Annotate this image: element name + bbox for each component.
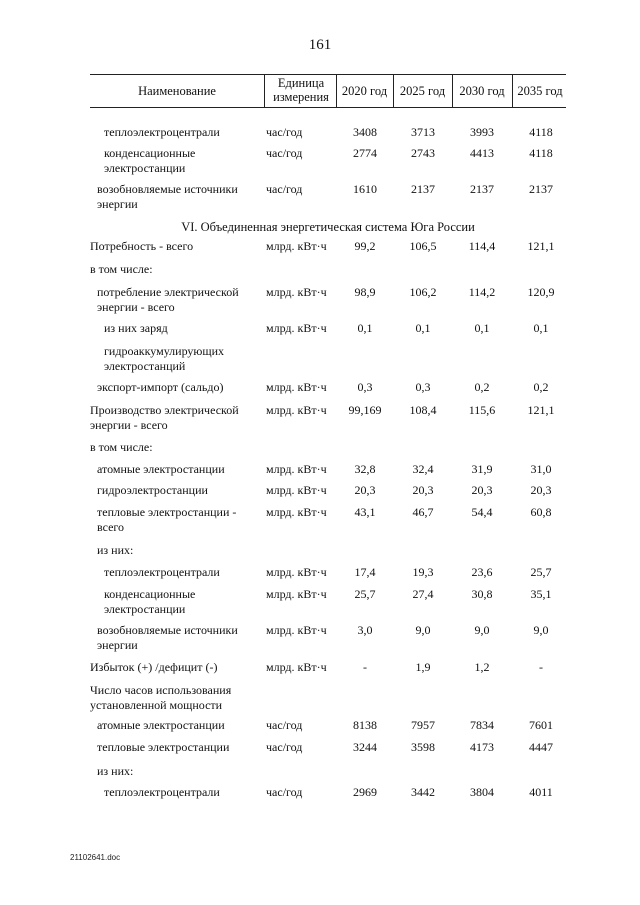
row-unit: час/год	[266, 718, 303, 732]
row-name: из них:	[97, 764, 134, 778]
row-value: 115,6	[468, 403, 496, 417]
row-name: возобновляемые источники энергии	[97, 623, 238, 652]
row-value: 99,2	[354, 239, 376, 253]
row-value: 27,4	[412, 587, 434, 601]
row-name: тепловые электростанции - всего	[97, 505, 237, 534]
row-value: 1,2	[474, 660, 490, 674]
header-divider	[264, 74, 265, 107]
row-name: в том числе:	[90, 440, 153, 454]
row-name: потребление электрической энергии - всего	[97, 285, 239, 314]
row-value: 31,9	[471, 462, 493, 476]
row-unit: млрд. кВт·ч	[266, 623, 327, 637]
row-value: 114,4	[468, 239, 496, 253]
row-value: 99,169	[348, 403, 382, 417]
row-value: 121,1	[527, 239, 555, 253]
row-name: гидроэлектростанции	[97, 483, 208, 497]
row-value: 20,3	[412, 483, 434, 497]
row-name: конденсационные электростанции	[104, 587, 196, 616]
page-number: 161	[308, 37, 332, 53]
row-value: 0,1	[533, 321, 549, 335]
row-value: 20,3	[530, 483, 552, 497]
row-value: 0,2	[474, 380, 490, 394]
row-value: 108,4	[409, 403, 437, 417]
row-unit: млрд. кВт·ч	[266, 660, 327, 674]
row-value: 17,4	[354, 565, 376, 579]
row-value: 0,1	[474, 321, 490, 335]
row-value: 20,3	[471, 483, 493, 497]
row-unit: час/год	[266, 182, 303, 196]
row-unit: млрд. кВт·ч	[266, 505, 327, 519]
row-name: Потребность - всего	[90, 239, 194, 253]
row-value: 0,1	[357, 321, 373, 335]
row-value: 120,9	[527, 285, 555, 299]
row-value: 3804	[470, 785, 494, 799]
row-name: атомные электростанции	[97, 462, 225, 476]
row-name: из них:	[97, 543, 134, 557]
row-value: 2743	[411, 146, 435, 160]
row-value: 35,1	[530, 587, 552, 601]
row-unit: час/год	[266, 740, 303, 754]
row-value: -	[363, 660, 367, 674]
row-value: 0,1	[415, 321, 431, 335]
row-name: атомные электростанции	[97, 718, 225, 732]
row-value: 4118	[529, 146, 553, 160]
row-value: 30,8	[471, 587, 493, 601]
row-name: в том числе:	[90, 262, 153, 276]
row-value: 4447	[529, 740, 553, 754]
row-value: 31,0	[530, 462, 552, 476]
row-value: 19,3	[412, 565, 434, 579]
row-value: 4118	[529, 125, 553, 139]
document-id: 21102641.doc	[70, 853, 121, 862]
row-value: 7601	[529, 718, 553, 732]
row-unit: млрд. кВт·ч	[266, 239, 327, 253]
row-unit: млрд. кВт·ч	[266, 462, 327, 476]
row-value: 3,0	[357, 623, 373, 637]
row-value: 114,2	[468, 285, 496, 299]
row-name: экспорт-импорт (сальдо)	[97, 380, 224, 394]
row-value: 2137	[470, 182, 494, 196]
row-value: 0,2	[533, 380, 549, 394]
row-value: 106,2	[409, 285, 437, 299]
row-value: 25,7	[530, 565, 552, 579]
row-value: 60,8	[530, 505, 552, 519]
row-value: 2774	[353, 146, 377, 160]
section-title: VI. Объединенная энергетическая система Юга России	[181, 220, 475, 234]
row-name: тепловые электростанции	[97, 740, 230, 754]
row-name: возобновляемые источники энергии	[97, 182, 238, 211]
header-unit: Единица измерения	[273, 76, 329, 104]
row-value: -	[539, 660, 543, 674]
header-year-2030: 2030 год	[459, 84, 505, 98]
row-name: из них заряд	[104, 321, 168, 335]
row-value: 0,3	[357, 380, 373, 394]
row-value: 23,6	[471, 565, 493, 579]
row-value: 98,9	[354, 285, 376, 299]
row-unit: млрд. кВт·ч	[266, 321, 327, 335]
row-name: гидроаккумулирующих электростанций	[104, 344, 225, 373]
row-value: 0,3	[415, 380, 431, 394]
header-year-2020: 2020 год	[341, 84, 388, 98]
row-unit: млрд. кВт·ч	[266, 565, 327, 579]
row-value: 3244	[353, 740, 377, 754]
row-value: 8138	[353, 718, 377, 732]
row-name: теплоэлектроцентрали	[104, 565, 220, 579]
row-name: Избыток (+) /дефицит (-)	[90, 660, 218, 674]
header-year-2025: 2025 год	[399, 84, 446, 98]
row-value: 46,7	[412, 505, 434, 519]
row-value: 2137	[411, 182, 435, 196]
row-name: конденсационные электростанции	[104, 146, 196, 175]
row-unit: млрд. кВт·ч	[266, 285, 327, 299]
row-unit: час/год	[266, 125, 303, 139]
row-value: 4173	[470, 740, 494, 754]
row-value: 2969	[353, 785, 377, 799]
header-name: Наименование	[138, 84, 216, 98]
row-value: 1,9	[415, 660, 431, 674]
row-value: 7834	[470, 718, 494, 732]
row-value: 20,3	[354, 483, 376, 497]
row-value: 43,1	[354, 505, 376, 519]
row-name: Число часов использования установленной мощности	[90, 683, 232, 712]
row-unit: млрд. кВт·ч	[266, 587, 327, 601]
row-name: теплоэлектроцентрали	[104, 785, 220, 799]
row-value: 25,7	[354, 587, 376, 601]
row-value: 106,5	[409, 239, 437, 253]
row-value: 3442	[411, 785, 435, 799]
row-name: теплоэлектроцентрали	[104, 125, 220, 139]
row-unit: млрд. кВт·ч	[266, 403, 327, 417]
row-value: 32,8	[354, 462, 376, 476]
row-value: 3598	[411, 740, 435, 754]
row-value: 9,0	[415, 623, 431, 637]
row-value: 54,4	[471, 505, 493, 519]
row-value: 4413	[470, 146, 494, 160]
row-unit: час/год	[266, 146, 303, 160]
row-name: Производство электрической энергии - всего	[90, 403, 239, 432]
header-bottom-rule	[90, 107, 566, 108]
row-value: 9,0	[533, 623, 549, 637]
row-value: 4011	[529, 785, 553, 799]
row-value: 3408	[353, 125, 377, 139]
row-value: 32,4	[412, 462, 434, 476]
row-unit: млрд. кВт·ч	[266, 483, 327, 497]
row-value: 3713	[411, 125, 435, 139]
row-unit: час/год	[266, 785, 303, 799]
row-value: 2137	[529, 182, 553, 196]
header-year-2035: 2035 год	[517, 84, 563, 98]
header-top-rule	[90, 74, 566, 75]
row-value: 121,1	[527, 403, 555, 417]
row-value: 1610	[353, 182, 377, 196]
row-value: 9,0	[474, 623, 490, 637]
row-value: 3993	[470, 125, 494, 139]
row-unit: млрд. кВт·ч	[266, 380, 327, 394]
row-value: 7957	[411, 718, 435, 732]
